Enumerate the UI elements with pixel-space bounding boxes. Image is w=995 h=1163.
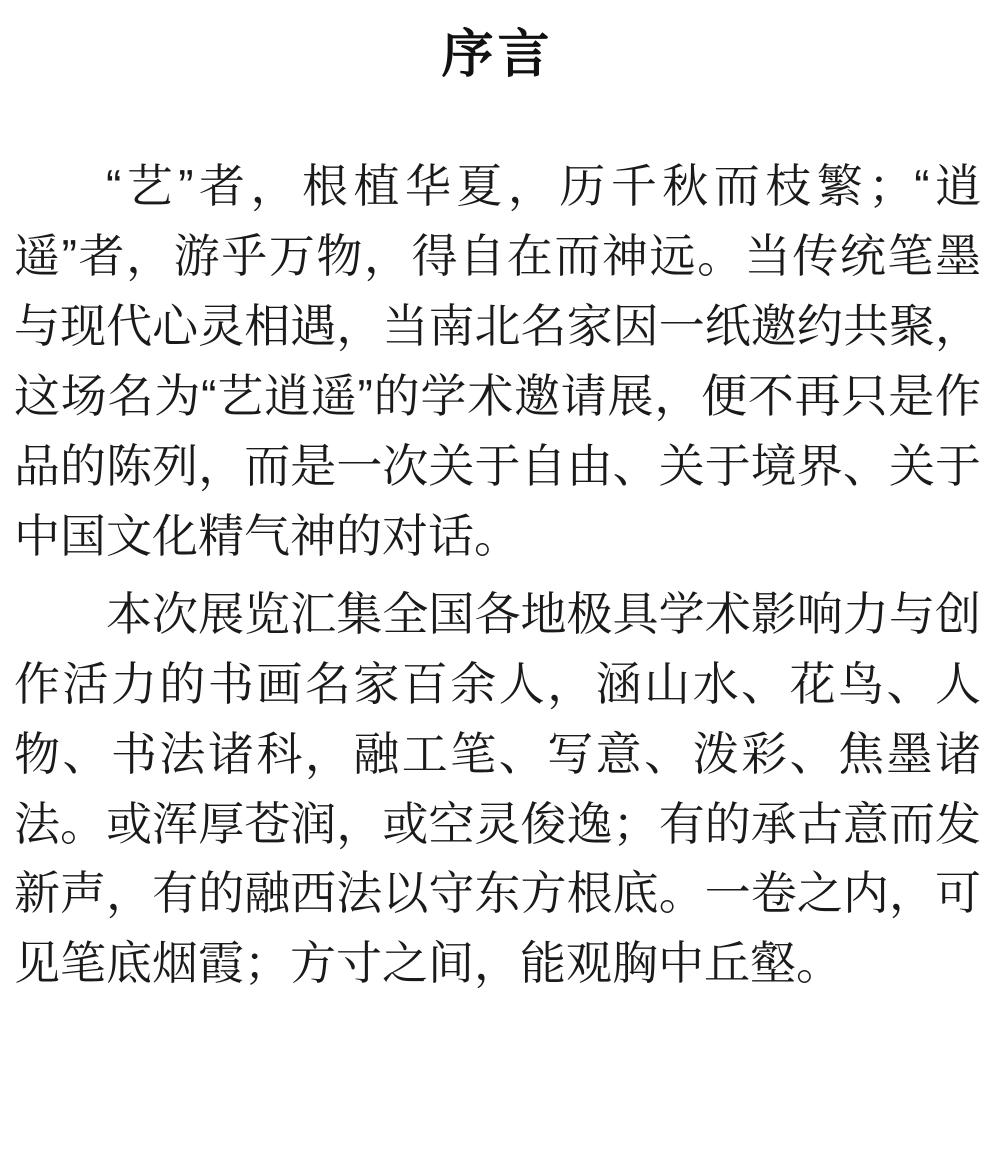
page-title: 序言 <box>441 26 554 84</box>
paragraph: 本次展览汇集全国各地极具学术影响力与创作活力的书画名家百余人，涵山水、花鸟、人物、书法诸科，融工笔、写意、泼彩、焦墨诸法。或浑厚苍润，或空灵俊逸；有的承古意而发新声，有的融西法以守东方根底。一卷之内，可见笔底烟霞；方寸之间，能观胸中丘壑。 <box>14 587 981 990</box>
paragraph: “艺”者，根植华夏，历千秋而枝繁；“逍遥”者，游乎万物，得自在而神远。当传统笔墨与现代心灵相遇，当南北名家因一纸邀约共聚，这场名为“艺逍遥”的学术邀请展，便不再只是作品的陈列，而是一次关于自由、关于境界、关于中国文化精气神的对话。 <box>14 160 981 562</box>
document-body <box>14 152 981 999</box>
